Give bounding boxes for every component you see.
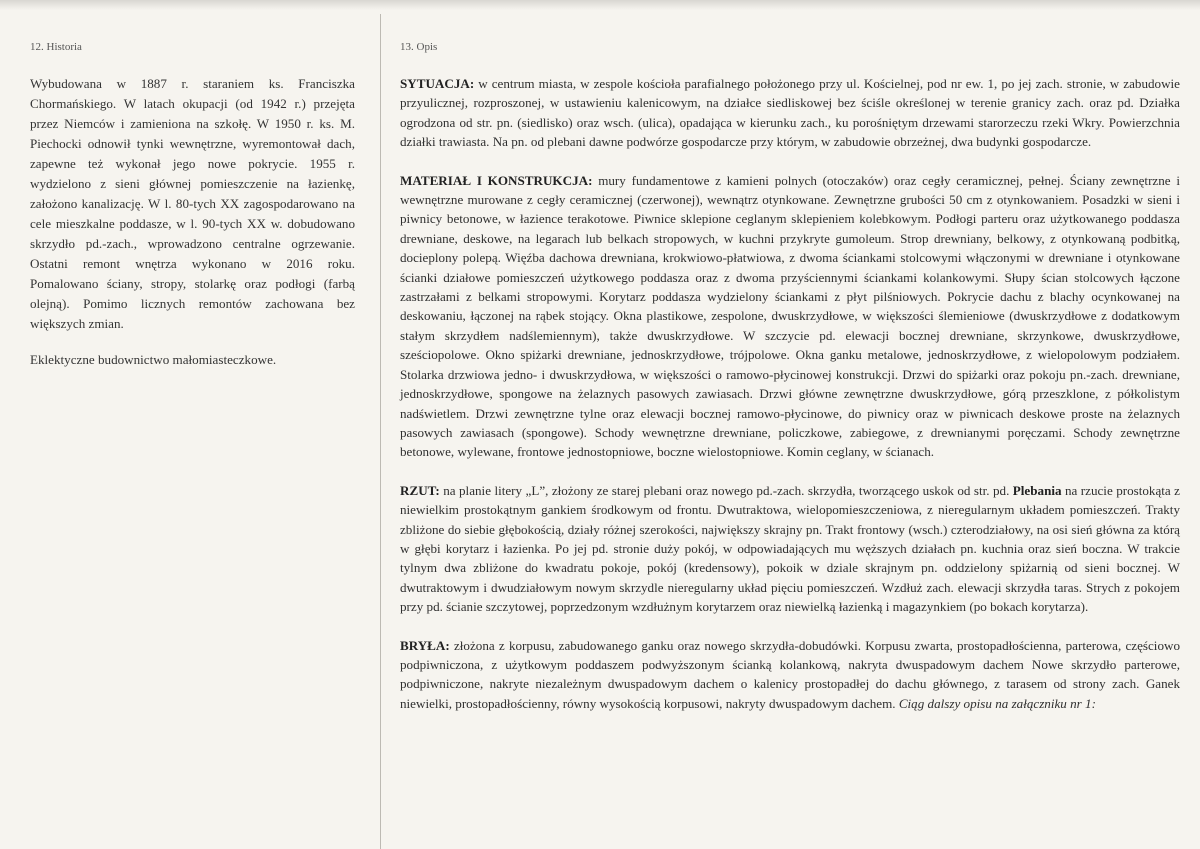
- description-column: [400, 40, 1180, 732]
- rzut-bold-word: Plebania: [1012, 482, 1062, 498]
- material-label: MATERIAŁ I KONSTRUKCJA:: [400, 172, 593, 188]
- rzut-label: RZUT:: [400, 482, 440, 498]
- material-paragraph: [400, 171, 1180, 462]
- history-text: Wybudowana w 1887 r. staraniem ks. Franciszka Chormańskiego. W latach okupacji (od 1942 r.) przejęta przez Niemców i zamieniona na szkołę. W 1950 r. ks. M. Piechocki odnowił tynki wewnętrzne, wyremontował dach, zapewne też wykonał jego nowe pokrycie. 1955 r. wydzielono z sieni głównej pomieszczenie na łazienkę, założono kanalizację. W l. 80-tych XX zagospodarowano na cele mieszkalne poddasze, w l. 90-tych XX w. dobudowano skrzydło pd.-zach., wprowadzono centralne ogrzewanie. Ostatni remont wnętrza wykonano w 2016 roku. Pomalowano ściany, stropy, stolarkę oraz podłogi (farbą olejną). Pomimo licznych remontów zachowana bez większych zmian.: [30, 76, 355, 331]
- material-text: mury fundamentowe z kamieni polnych (otoczaków) oraz cegły ceramicznej, pełnej. Ściany zewnętrzne i wewnętrzne murowane z cegły ceramicznej (czerwonej), wewnątrz otynkowane. Zewnętrzne grubości 50 cm z otynkowaniem. Posadzki w sieni i piwnicy betonowe, w łazience terakotowe. Piwnice sklepione ceglanym sklepieniem kolebkowym. Podłogi parteru oraz użytkowanego poddasza drewniane, deskowe, na legarach lub belkach stropowych, w kuchni przykryte gumoleum. Strop drewniany, belkowy, z otynkowaną podbitką, docieplony polepą. Więźba dachowa drewniana, krokwiowo-płatwiowa, z dwoma ściankami stolcowymi włączonymi w drewniane i otynkowane ścianki działowe pomieszczeń użytkowego poddasza oraz z dwoma przyściennymi ściankami kolankowymi. Słupy ścian stolcowych łączone zastrzałami z belkami stropowymi. Korytarz poddasza wydzielony ściankami z płyt pilśniowych. Pokrycie dachu z blachy ocynkowanej na deskowaniu, łączonej na rąbek stojący. Okna plastikowe, zespolone, dwuskrzydłowe, w większości ślemieniowe (dwuskrzydłowe z dodatkowym stałym skrzydłem nadślemiennym), także dwuskrzydłowe. W szczycie pd. elewacji bocznej drewniane, skrzynkowe, dwuskrzydłowe, sześciopolowe. Okno spiżarki drewniane, jednoskrzydłowe, trójpolowe. Okna ganku metalowe, jednoskrzydłowe, z wielopolowym podziałem. Stolarka drzwiowa jedno- i dwuskrzydłowa, w większości o ramowo-płycinowej konstrukcji. Drzwi do spiżarki oraz pokoju pn.-zach. drewniane, jednoskrzydłowe, spongowe na żelaznych pasowych zawiasach. Drzwi główne zewnętrzne dwuskrzydłowe, górą przeszklone, z półkolistym nadświetlem. Drzwi zewnętrzne tylne oraz elewacji bocznej ramowo-płycinowe, do piwnicy oraz w piwnicach deskowe proste na żelaznych pasowych zawiasach (spongowe). Schody wewnętrzne drewniane, policzkowe, zabiegowe, z drewnianymi poręczami. Schody zewnętrzne betonowe, wylewane, frontowe jednostopniowe, boczne wielostopniowe. Komin ceglany, w ścianach.: [400, 172, 1180, 460]
- scan-edge-shadow: [0, 0, 1200, 10]
- style-note: Eklektyczne budownictwo małomiasteczkowe.: [30, 352, 277, 367]
- rzut-text-after: na rzucie prostokąta z niewielkim prostokątnym gankiem środkowym od frontu. Dwutraktowa, wielopomieszczeniowa, z nieregularnym układem pomieszczeń. Trakty zbliżone do siebie głębokością, działy różnej szerokości, największy skrajny pn. Trakt frontowy (wsch.) czterodziałowy, na osi sień główna za którą w głębi korytarz i łazienka. Po jej pd. stronie duży pokój, w odpowiadających mu węższych działach pn. kuchnia oraz sień boczna. W trakcie tylnym dwa zbliżone do kwadratu pokoje, pokój (kredensowy), pokoik w dziale skrajnym pn. oddzielony spiżarnią od sieni bocznej. W dwutraktowym i dwudziałowym nowym skrzydle nieregularny układ pięciu pomieszczeń. Wzdłuż zach. elewacji skrzydła taras. Strych z pokojem przy pd. ścianie szczytowej, poprzedzonym wzdłużnym korytarzem oraz niewielką łazienką i magazynkiem (po bokach korytarza).: [400, 482, 1180, 615]
- history-column: [30, 40, 355, 370]
- history-section-label: 12. Historia: [30, 41, 82, 53]
- description-section-label: 13. Opis: [400, 41, 438, 53]
- bryla-text: złożona z korpusu, zabudowanego ganku oraz nowego skrzydła-dobudówki. Korpusu zwarta, prostopadłościenna, parterowa, częściowo podpiwniczona, z użytkowym poddaszem podwyższonym ścianką kolankową, nakryta dwuspadowym dachem Nowe skrzydło parterowe, podpiwniczone, nakryte niezależnym dwuspadowym dachem o kalenicy prostopadłej do dachu głównego, z tarasem od strony zach. Ganek niewielki, prostopadłościenny, równy wysokością korpusowi, nakryty dwuspadowym dachem.: [400, 637, 1180, 711]
- rzut-paragraph: [400, 481, 1180, 617]
- bryla-label: BRYŁA:: [400, 637, 450, 653]
- sytuacja-text: w centrum miasta, w zespole kościoła parafialnego położonego przy ul. Kościelnej, pod nr ew. 1, po jej zach. stronie, w zabudowie przyulicznej, rozproszonej, w ustawieniu kalenicowym, na działce siedliskowej bez ściśle określonej w terenie granicy zach. oraz pd. Działka ogrodzona od str. pn. (siedlisko) oraz wsch. (ulica), opadająca w kierunku zach., ku porośniętym drzewami starorzeczu rzeki Wkry. Powierzchnia działki trawiasta. Na pn. od plebani dawne podwórze gospodarcze przy którym, w zabudowie obrzeżnej, dwa budynki gospodarcze.: [400, 76, 1180, 150]
- rzut-text-before: na planie litery „L”, złożony ze starej plebani oraz nowego pd.-zach. skrzydła, tworzącego uskok od str. pd.: [439, 482, 1013, 498]
- sytuacja-paragraph: [400, 74, 1180, 152]
- continuation-note: Ciąg dalszy opisu na załączniku nr 1:: [898, 695, 1096, 711]
- bryla-paragraph: [400, 636, 1180, 714]
- column-divider: [380, 14, 381, 849]
- sytuacja-label: SYTUACJA:: [400, 76, 475, 91]
